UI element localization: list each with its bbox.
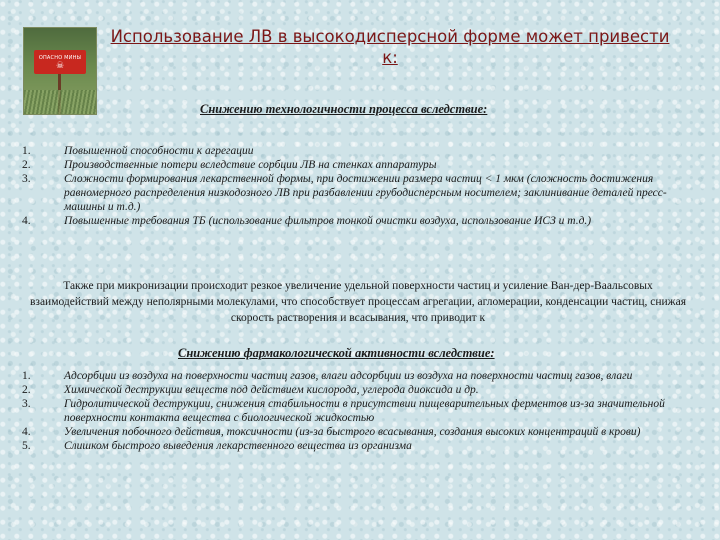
list-item-text: Увеличения побочного действия, токсичности (из-за быстрого всасывания, создания высоких концентраций в крови) bbox=[64, 426, 641, 438]
micronization-paragraph: Также при микронизации происходит резкое увеличение удельной поверхности частиц и усиление Ван-дер-Ваальсовых взаимодействий между неполярными молекулами, что способствует процессам агрегации, агломерации, конденсации частиц, снижая скорость растворения и всасывания, что приводит к bbox=[29, 280, 687, 324]
list-item: 3. Гидролитической деструкции, снижения стабильности в присутствии пищеварительных ферментов из-за значительной поверхности контакта вещества с биологической жидкостью bbox=[22, 398, 665, 424]
list-item-text: Повышенные требования ТБ (использование фильтров тонкой очистки воздуха, использование ИСЗ и т.д.) bbox=[64, 215, 592, 227]
list-item: 2. Производственные потери вследствие сорбции ЛВ на стенках аппаратуры bbox=[22, 159, 437, 171]
list-item: 1. Повышенной способности к агрегации bbox=[22, 145, 254, 157]
section2-list bbox=[22, 369, 687, 453]
section1-heading: Снижению технологичности процесса вследствие: bbox=[200, 102, 488, 116]
list-item: 4. Увеличения побочного действия, токсичности (из-за быстрого всасывания, создания высоких концентраций в крови) bbox=[22, 426, 641, 438]
list-item-text: Производственные потери вследствие сорбции ЛВ на стенках аппаратуры bbox=[64, 159, 437, 171]
list-item: 2. Химической деструкции веществ под действием кислорода, углерода диоксида и др. bbox=[22, 384, 479, 396]
list-item: 5. Слишком быстрого выведения лекарственного вещества из организма bbox=[22, 440, 412, 452]
list-item-text: Адсорбции из воздуха на поверхности частиц газов, влаги адсорбции из воздуха на поверхности частиц газов, влаги bbox=[64, 370, 633, 382]
mine-warning-sign bbox=[34, 50, 86, 74]
sign-text: ОПАСНО МИНЫ bbox=[38, 54, 82, 61]
section2-heading: Снижению фармакологической активности вследствие: bbox=[178, 346, 495, 360]
grass-background bbox=[24, 90, 96, 114]
list-item: 1. Адсорбции из воздуха на поверхности частиц газов, влаги адсорбции из воздуха на поверхности частиц газов, влаги bbox=[22, 370, 633, 382]
list-item-text: Гидролитической деструкции, снижения стабильности в присутствии пищеварительных ферментов из-за значительной поверхности контакта вещества с биологической жидкостью bbox=[64, 398, 665, 424]
list-item-text: Сложности формирования лекарственной формы, при достижении размера частиц < 1 мкм (сложность достижения равномерного распределения низкодозного ЛВ при разбавлении грубодисперсным носителем; заклинивание деталей пресс-машины и т.д.) bbox=[64, 173, 667, 213]
section1-list bbox=[22, 144, 702, 228]
list-item-text: Повышенной способности к агрегации bbox=[64, 145, 254, 157]
list-item: 4. Повышенные требования ТБ (использование фильтров тонкой очистки воздуха, использование ИСЗ и т.д.) bbox=[22, 215, 592, 227]
skull-icon: ☠ bbox=[55, 59, 65, 70]
list-item-text: Слишком быстрого выведения лекарственного вещества из организма bbox=[64, 440, 412, 452]
list-item: 3. Сложности формирования лекарственной формы, при достижении размера частиц < 1 мкм (сложность достижения равномерного распределения низкодозного ЛВ при разбавлении грубодисперсным носителем; заклинивание деталей пресс-машины и т.д.) bbox=[22, 173, 667, 213]
warning-sign-image bbox=[24, 28, 96, 114]
slide-title: Использование ЛВ в высокодисперсной форме может привести к: bbox=[110, 27, 670, 67]
list-item-text: Химической деструкции веществ под действием кислорода, углерода диоксида и др. bbox=[64, 384, 479, 396]
